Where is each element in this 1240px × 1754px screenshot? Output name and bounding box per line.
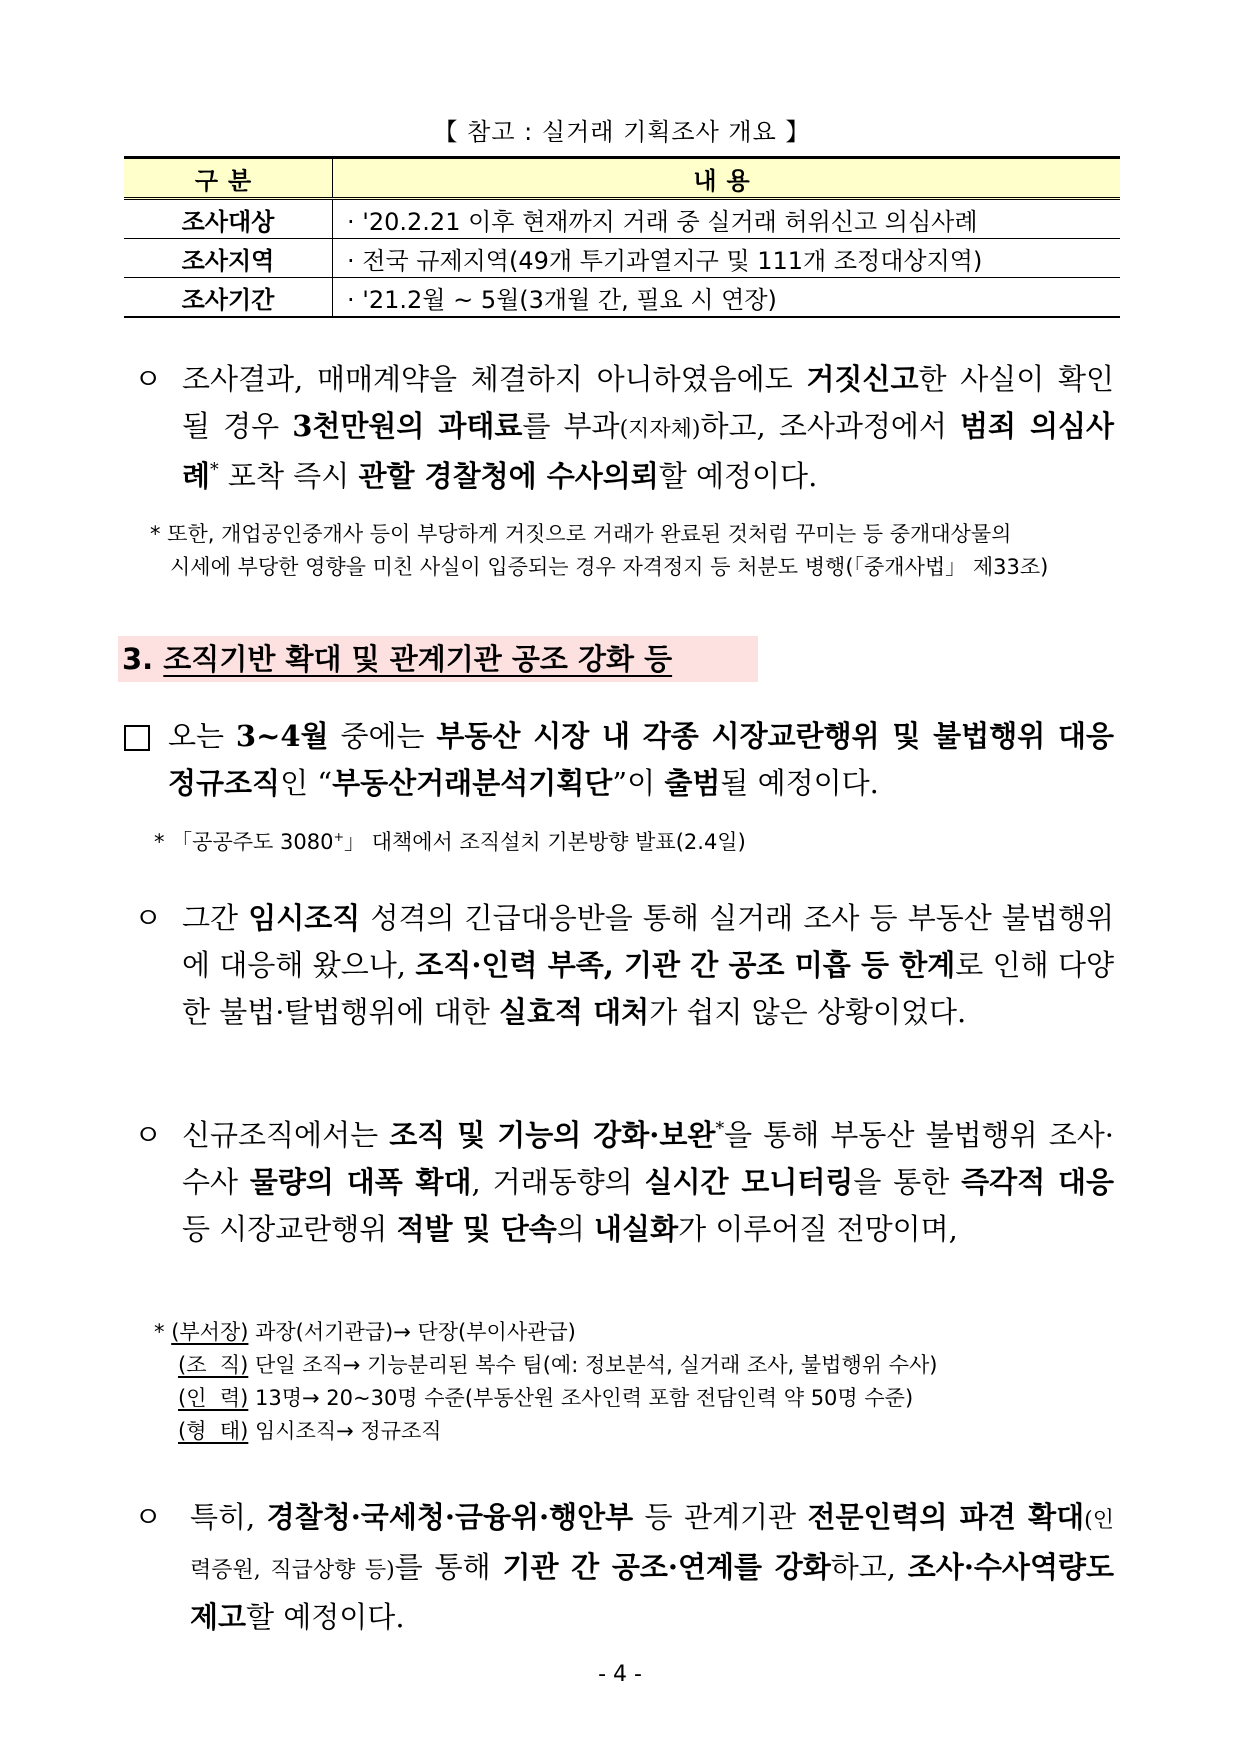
footnote-label: (인 력)	[178, 1386, 249, 1410]
bullet-marker: ㅇ	[134, 901, 163, 935]
footnote-line	[154, 1316, 1120, 1349]
table-row	[124, 278, 1120, 318]
emphasis: 실효적 대처	[499, 995, 650, 1029]
emphasis: 부동산거래분석기획단	[332, 766, 613, 800]
bullet-marker: ㅇ	[134, 1500, 163, 1534]
footnote-mark: *	[715, 1119, 725, 1140]
table-header-row	[124, 158, 1120, 199]
emphasis: 경찰청·국세청·금융위·행안부	[266, 1500, 634, 1534]
footnote-line	[154, 1415, 1120, 1448]
page-number: - 4 -	[598, 1662, 642, 1687]
bullet-marker: ㅇ	[134, 1118, 163, 1152]
emphasis: 조사·수사역량도 제고	[190, 1550, 1114, 1634]
footnote-label: (조 직)	[178, 1353, 249, 1377]
footnote-line	[154, 1382, 1120, 1415]
footnote-text: 」 대책에서 조직설치 기본방향 발표(2.4일)	[344, 830, 746, 854]
footnote-mark: *	[210, 460, 219, 481]
text: 조사결과, 매매계약을 체결하지 아니하였음에도	[182, 362, 807, 396]
checkbox-square-icon	[124, 725, 150, 751]
superscript: +	[333, 829, 345, 844]
emphasis: 임시조직	[248, 901, 361, 935]
row-value: · 전국 규제지역(49개 투기과열지구 및 111개 조정대상지역)	[333, 239, 1121, 278]
footnote-text: 과장(서기관급)→ 단장(부이사관급)	[248, 1320, 576, 1344]
emphasis: 내실화	[594, 1212, 679, 1246]
paragraph-new-organization-effects	[134, 1112, 1114, 1253]
text: , 거래동향의	[471, 1165, 645, 1199]
text: 될 예정이다.	[720, 766, 879, 800]
paragraph-agency-cooperation	[134, 1494, 1115, 1641]
text: 중에는	[328, 719, 437, 753]
text: 를 부과	[522, 409, 620, 443]
text: 포착 즉시	[218, 459, 359, 493]
text: 그간	[182, 901, 249, 935]
paragraph-new-organization	[168, 713, 1114, 807]
emphasis: 거짓신고	[806, 362, 919, 396]
emphasis: 3천만원의 과태료	[292, 409, 523, 443]
emphasis: 조직 및 기능의 강화·보완	[389, 1118, 716, 1152]
bullet-marker: ㅇ	[134, 362, 163, 396]
emphasis: 조직·인력 부족, 기관 간 공조 미흡 등 한계	[415, 948, 956, 982]
table-row	[124, 199, 1120, 239]
text: 하고,	[830, 1550, 908, 1584]
text: 할 예정이다.	[658, 459, 818, 493]
emphasis: 전문인력의 파견 확대	[807, 1500, 1085, 1534]
footnote-line: * 또한, 개업공인중개사 등이 부당하게 거짓으로 거래가 완료된 것처럼 꾸미는 등 중개대상물의	[150, 522, 1012, 546]
small-text: (인력증원, 직급상향 등)	[190, 1508, 1115, 1583]
row-label: 조사지역	[124, 239, 333, 278]
emphasis: 출범	[664, 766, 721, 800]
footnote-org-changes	[154, 1316, 1120, 1448]
text: 특히,	[190, 1500, 267, 1534]
emphasis: 범죄 의심사례	[182, 409, 1115, 493]
header-content: 내용	[333, 158, 1121, 199]
text: 신규조직에서는	[182, 1118, 390, 1152]
footnote-text: 13명→ 20~30명 수준(부동산원 조사인력 포함 전담인력 약 50명 수준)	[248, 1386, 914, 1410]
text: 오는	[168, 719, 236, 753]
reference-table	[124, 156, 1120, 318]
footnote-text: 단일 조직→ 기능분리된 복수 팀(예: 정보분석, 실거래 조사, 불법행위 수사)	[248, 1353, 938, 1377]
footnote-line	[154, 1349, 1120, 1382]
small-text: (지자체)	[619, 417, 701, 442]
section-heading	[118, 636, 758, 682]
emphasis: 물량의 대폭 확대	[249, 1165, 472, 1199]
emphasis: 관할 경찰청에 수사의뢰	[358, 459, 659, 493]
text: 성격의 긴급대응반을 통해 실거래 조사 등 부동산 불법행위에 대응해 왔으나,	[182, 901, 1114, 982]
text: 등 시장교란행위	[182, 1212, 397, 1246]
text: 을 통한	[853, 1165, 962, 1199]
footnote-line: 시세에 부당한 영향을 미친 사실이 입증되는 경우 자격정지 등 처분도 병행(「중개사법」 제33조)	[170, 555, 1049, 579]
row-value: · '21.2월 ~ 5월(3개월 간, 필요 시 연장)	[333, 278, 1121, 318]
footnote-text: 임시조직→ 정규조직	[248, 1419, 442, 1443]
emphasis: 3~4월	[235, 719, 329, 753]
text: 의	[556, 1212, 595, 1246]
text: 가 쉽지 않은 상황이었다.	[649, 995, 967, 1029]
paragraph-investigation-result	[134, 356, 1115, 500]
reference-title: 【 참고 : 실거래 기획조사 개요 】	[433, 118, 811, 146]
text: 을 통해 부동산 불법행위 조사·수사	[182, 1118, 1114, 1199]
row-label: 조사대상	[124, 199, 333, 239]
footnote-label: (형 태)	[178, 1419, 249, 1443]
row-value: · '20.2.21 이후 현재까지 거래 중 실거래 허위신고 의심사례	[333, 199, 1121, 239]
text: 를 통해	[394, 1550, 503, 1584]
footnote-brokers	[150, 518, 1120, 584]
section-number: 3.	[122, 642, 164, 676]
emphasis: 실시간 모니터링	[644, 1165, 854, 1199]
footnote-text: * 「공공주도 3080	[154, 830, 334, 854]
header-category: 구분	[124, 158, 333, 199]
section-title: 조직기반 확대 및 관계기관 공조 강화 등	[163, 642, 673, 676]
text: 하고, 조사과정에서	[700, 409, 960, 443]
emphasis: 부동산 시장 내 각종 시장교란행위 및 불법행위 대응 정규조직	[168, 719, 1115, 800]
row-label: 조사기간	[124, 278, 333, 318]
text: 등 관계기관	[633, 1500, 808, 1534]
text: 가 이루어질 전망이며,	[678, 1212, 958, 1246]
text: 로 인해 다양한 불법·탈법행위에 대한	[182, 948, 1114, 1029]
table-row	[124, 239, 1120, 278]
text: 인 “	[280, 766, 333, 800]
emphasis: 적발 및 단속	[396, 1212, 557, 1246]
text: 할 예정이다.	[246, 1600, 405, 1634]
footnote-3080	[154, 826, 1114, 859]
emphasis: 기관 간 공조·연계를 강화	[502, 1550, 831, 1584]
text: 한 사실이 확인될 경우	[182, 362, 1114, 443]
paragraph-previous-limits	[134, 895, 1114, 1036]
footnote-label: (부서장)	[171, 1320, 249, 1344]
emphasis: 즉각적 대응	[961, 1165, 1114, 1199]
footnote-star: *	[154, 1320, 172, 1344]
text: ”이	[612, 766, 665, 800]
